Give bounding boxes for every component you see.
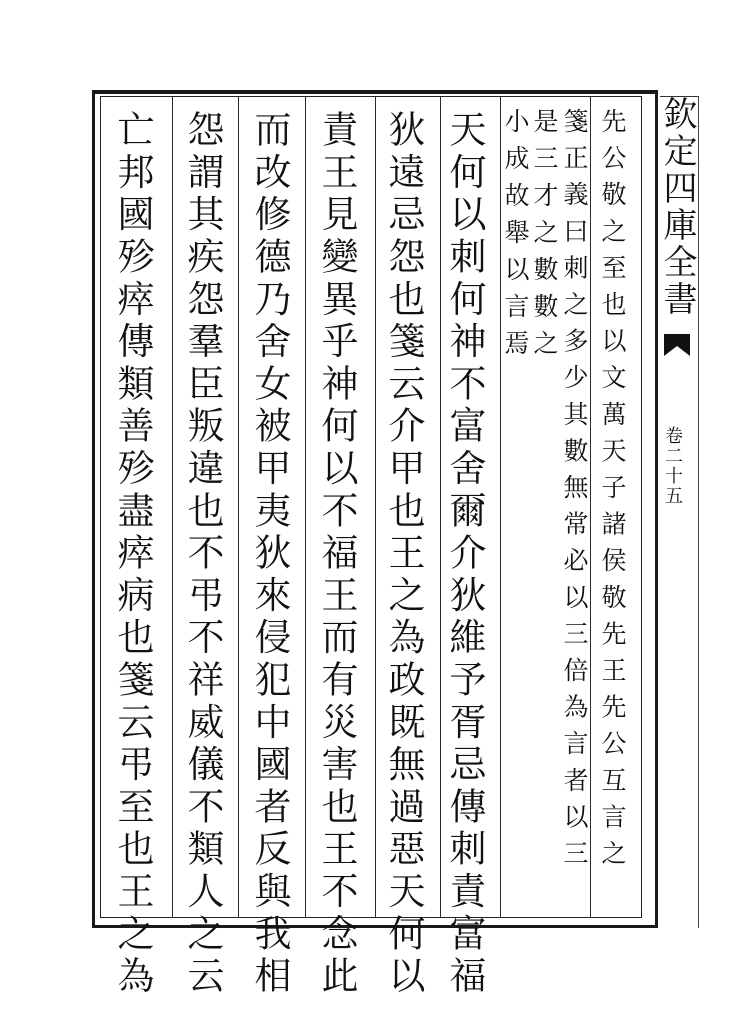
main-text-column: 責王見變異乎神何以不福王而有災害也王不念此 — [315, 110, 358, 999]
main-text-column: 怨謂其疾怨羣臣叛違也不弔不祥威儀不類人之云 — [181, 110, 224, 999]
commentary-column: 小成故舉以言焉 — [501, 108, 530, 367]
juan-label: 卷二十五 — [662, 426, 683, 506]
book-title: 欽定四庫全書 — [657, 96, 697, 318]
main-text-column: 亡邦國殄瘁傳類善殄盡瘁病也箋云弔至也王之為 — [111, 110, 154, 999]
fish-tail-icon — [662, 330, 692, 360]
margin-rule — [698, 96, 699, 928]
main-text-column: 天何以刺何神不富舍爾介狄維予胥忌傳刺責富福 — [443, 110, 486, 999]
column-rule — [590, 96, 591, 918]
commentary-column: 箋正義曰刺之多少其數無常必以三倍為言者以三 — [560, 108, 589, 877]
column-rule — [172, 96, 173, 918]
commentary-column: 是三才之數數之 — [530, 108, 559, 367]
column-rule — [238, 96, 239, 918]
column-rule — [440, 96, 441, 918]
commentary-column: 先公敬之至也以文萬天子諸侯敬先王先公互言之 — [598, 108, 627, 877]
column-rule — [375, 96, 376, 918]
main-text-column: 狄遠忌怨也箋云介甲也王之為政既無過惡天何以 — [382, 110, 425, 999]
column-rule — [305, 96, 306, 918]
main-text-column: 而改修德乃舍女被甲夷狄來侵犯中國者反與我相 — [248, 110, 291, 999]
